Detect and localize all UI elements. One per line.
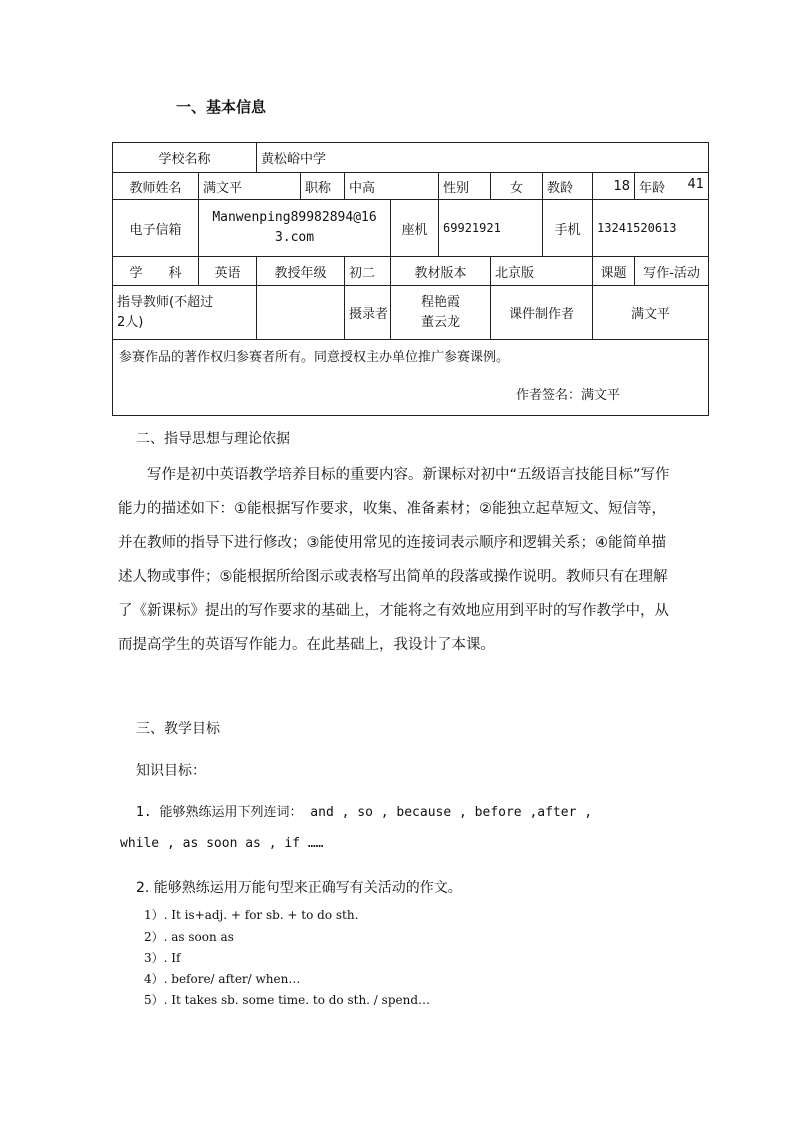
courseware-label: 课件制作者: [491, 286, 593, 340]
guidance-paragraph: [118, 458, 678, 662]
title-value: 中高: [345, 173, 439, 200]
age-cell: [635, 173, 709, 200]
subject-value: 英语: [199, 257, 257, 286]
sentence-pattern-3: 3）. If: [144, 951, 181, 965]
textbook-value: 北京版: [491, 257, 593, 286]
recorder-value-line2: 董云龙: [421, 314, 461, 330]
table-row: [113, 286, 709, 340]
copyright-cell: [113, 340, 709, 416]
advisor-label: [113, 286, 257, 340]
copyright-text: 参赛作品的著作权归参赛者所有。同意授权主办单位推广参赛课例。: [119, 350, 510, 365]
recorder-value: [391, 286, 491, 340]
knowledge-goals-title: 知识目标：: [136, 763, 206, 779]
phone-label: 座机: [391, 200, 439, 257]
email-value-line1: Manwenping89982894@16: [212, 210, 377, 225]
advisor-value: [257, 286, 345, 340]
section-3-title: 三、教学目标: [136, 721, 220, 737]
table-row: [113, 340, 709, 416]
gender-label: 性别: [439, 173, 491, 200]
mobile-value: 13241520613: [593, 200, 709, 257]
table-row: [113, 200, 709, 257]
table-row: [113, 173, 709, 200]
table-row: [113, 143, 709, 173]
age-value: 41: [687, 176, 705, 192]
gender-value: 女: [491, 173, 543, 200]
mobile-label: 手机: [543, 200, 593, 257]
email-value-line2: 3.com: [274, 230, 315, 245]
teacher-value: 满文平: [199, 173, 301, 200]
grade-value: 初二: [345, 257, 391, 286]
advisor-label-line2: 2人): [117, 314, 144, 330]
school-value: 黄松峪中学: [257, 143, 709, 173]
email-value: [199, 200, 391, 257]
phone-value: 69921921: [439, 200, 543, 257]
teacher-label: 教师姓名: [113, 173, 199, 200]
school-label: 学校名称: [113, 143, 257, 173]
advisor-label-line1: 指导教师(不超过: [117, 294, 214, 310]
subject-label: 学 科: [113, 257, 199, 286]
basic-info-table: [112, 142, 709, 416]
sentence-pattern-5: 5）. It takes sb. some time. to do sth. / spend…: [144, 993, 431, 1007]
section-2-title: 二、指导思想与理论依据: [136, 431, 290, 447]
topic-label: 课题: [593, 257, 635, 286]
goal-item-1-line2: while , as soon as , if ……: [120, 836, 324, 851]
email-label: 电子信箱: [113, 200, 199, 257]
age-label: 年龄: [639, 180, 666, 196]
goal-item-1-line1: 1. 能够熟练运用下列连词： and , so , because , before ,after ,: [136, 805, 593, 820]
guidance-paragraph-text: 写作是初中英语教学培养目标的重要内容。新课标对初中“五级语言技能目标”写作能力的描述如下：①能根据写作要求，收集、准备素材；②能独立起草短文、短信等，并在教师的指导下进行修改；③能使用常见的连接词表示顺序和逻辑关系；④能简单描述人物或事件；⑤能根据所给图示或表格写出简单的段落或操作说明。教师只有在理解了《新课标》提出的写作要求的基础上，才能将之有效地应用到平时的写作教学中，从而提高学生的英语写作能力。在此基础上，我设计了本课。: [118, 467, 670, 653]
teaching-years-value: 18: [593, 173, 635, 200]
sentence-pattern-4: 4）. before/ after/ when…: [144, 972, 301, 986]
courseware-value: 满文平: [593, 286, 709, 340]
section-1-title: 一、基本信息: [176, 98, 267, 116]
sentence-pattern-1: 1）. It is+adj. + for sb. + to do sth.: [144, 908, 359, 922]
grade-label: 教授年级: [257, 257, 345, 286]
title-label: 职称: [301, 173, 345, 200]
teaching-years-label: 教龄: [543, 173, 593, 200]
textbook-label: 教材版本: [391, 257, 491, 286]
recorder-value-line1: 程艳霞: [421, 294, 461, 310]
sentence-pattern-2: 2）. as soon as: [144, 930, 234, 944]
table-row: [113, 257, 709, 286]
signature-text: 作者签名：满文平: [516, 388, 621, 403]
topic-value: 写作-活动: [635, 257, 709, 286]
recorder-label: 摄录者: [345, 286, 391, 340]
goal-item-2: 2. 能够熟练运用万能句型来正确写有关活动的作文。: [136, 880, 462, 896]
